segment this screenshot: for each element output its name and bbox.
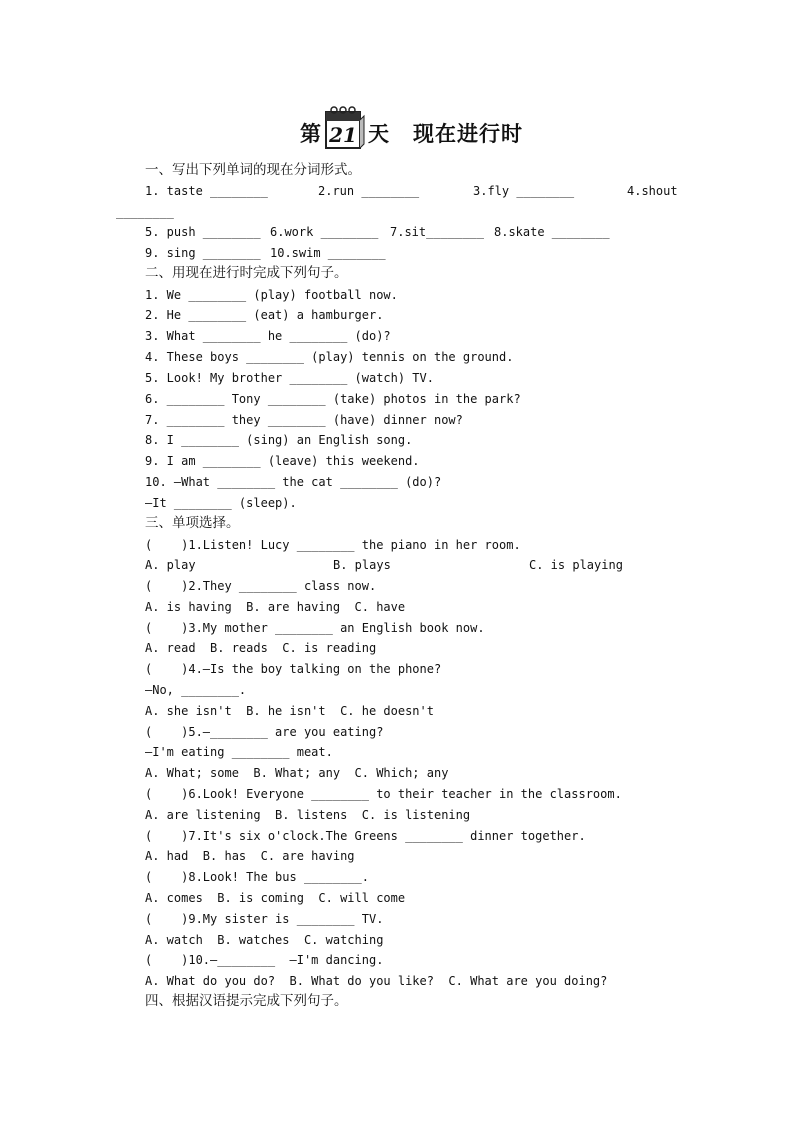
s3-line: ( )5.—________ are you eating? [145,725,384,739]
s2-item: 3. What ________ he ________ (do)? [145,329,391,343]
s3-line: A. is having B. are having C. have [145,600,406,614]
section4-heading: 四、根据汉语提示完成下列句子。 [145,993,348,1009]
s2-item: 8. I ________ (sing) an English song. [145,433,413,447]
s3-line: ( )9.My sister is ________ TV. [145,912,384,926]
s2-item: 1. We ________ (play) football now. [145,288,398,302]
s2-item: 10. —What ________ the cat ________ (do)? [145,475,442,489]
s1-item-2: 2.run ________ [318,184,420,198]
s3-line: ( )3.My mother ________ an English book now. [145,621,485,635]
s1-item-4-blank: ________ [116,205,174,219]
s2-item: 7. ________ they ________ (have) dinner now? [145,413,463,427]
s3-line: ( )8.Look! The bus ________. [145,870,369,884]
s1-item-9: 9. sing ________ [145,246,261,260]
s3-line: A. read B. reads C. is reading [145,641,377,655]
title-day-number: 21 [329,123,357,147]
s3-option-b: B. plays [333,558,391,572]
s1-item-1: 1. taste ________ [145,184,268,198]
s3-option-c: C. is playing [529,558,623,572]
s1-item-4: 4.shout [627,184,678,198]
s1-item-5: 5. push ________ [145,225,261,239]
s3-question: ( )1.Listen! Lucy ________ the piano in her room. [145,538,521,552]
s1-item-7: 7.sit________ [390,225,484,239]
title-prefix: 第 [300,121,321,146]
s1-item-10: 10.swim ________ [270,246,386,260]
s1-item-8: 8.skate ________ [494,225,610,239]
s3-line: ( )2.They ________ class now. [145,579,377,593]
s2-item: —It ________ (sleep). [145,496,297,510]
title-topic: 现在进行时 [413,121,523,146]
s3-line: ( )6.Look! Everyone ________ to their teacher in the classroom. [145,787,622,801]
s3-line: A. comes B. is coming C. will come [145,891,406,905]
s2-item: 9. I am ________ (leave) this weekend. [145,454,420,468]
s3-line: —No, ________. [145,683,247,697]
s3-line: ( )7.It's six o'clock.The Greens ________ dinner together. [145,829,586,843]
s3-line: A. had B. has C. are having [145,849,355,863]
s3-line: A. she isn't B. he isn't C. he doesn't [145,704,434,718]
section2-heading: 二、用现在进行时完成下列句子。 [145,265,348,281]
title-suffix: 天 [368,121,389,146]
s3-line: A. watch B. watches C. watching [145,933,384,947]
s3-line: A. What do you do? B. What do you like? C. What are you doing? [145,974,608,988]
s3-line: —I'm eating ________ meat. [145,745,333,759]
page-title [0,104,794,154]
s2-item: 6. ________ Tony ________ (take) photos in the park? [145,392,521,406]
calendar-icon [322,104,366,152]
section3-heading: 三、单项选择。 [145,515,240,531]
s3-line: A. What; some B. What; any C. Which; any [145,766,449,780]
s2-item: 4. These boys ________ (play) tennis on the ground. [145,350,514,364]
s3-line: ( )10.—________ —I'm dancing. [145,953,384,967]
s2-item: 5. Look! My brother ________ (watch) TV. [145,371,434,385]
s1-item-6: 6.work ________ [270,225,379,239]
s2-item: 2. He ________ (eat) a hamburger. [145,308,384,322]
section1-heading: 一、写出下列单词的现在分词形式。 [145,162,361,178]
s1-item-3: 3.fly ________ [473,184,575,198]
s3-line: ( )4.—Is the boy talking on the phone? [145,662,442,676]
s3-option-a: A. play [145,558,196,572]
s3-line: A. are listening B. listens C. is listening [145,808,471,822]
